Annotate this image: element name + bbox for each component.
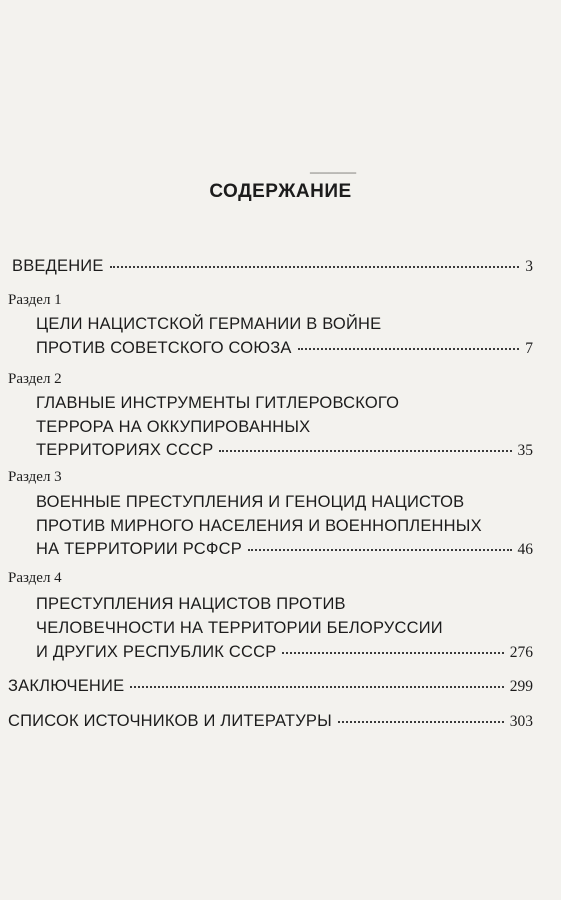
section-title-line: ТЕРРОРА НА ОККУПИРОВАННЫХ — [36, 418, 311, 436]
section-title-line: ВОЕННЫЕ ПРЕСТУПЛЕНИЯ И ГЕНОЦИД НАЦИСТОВ — [36, 493, 465, 511]
toc-entry-text: СПИСОК ИСТОЧНИКОВ И ЛИТЕРАТУРЫ — [8, 712, 332, 730]
toc-entry-section-1 — [36, 339, 533, 358]
toc-entry-section-2 — [36, 441, 533, 460]
section-title-line: ГЛАВНЫЕ ИНСТРУМЕНТЫ ГИТЛЕРОВСКОГО — [36, 394, 400, 412]
toc-entry-section-4 — [36, 643, 533, 662]
section-title-line: ПРОТИВ СОВЕТСКОГО СОЮЗА — [36, 339, 292, 357]
toc-entry-sources — [8, 712, 533, 731]
section-title-line: И ДРУГИХ РЕСПУБЛИК СССР — [36, 643, 277, 661]
section-title-line: НА ТЕРРИТОРИИ РСФСР — [36, 540, 242, 558]
page-title: СОДЕРЖАНИЕ — [209, 181, 352, 202]
section-title-line: ПРОТИВ МИРНОГО НАСЕЛЕНИЯ И ВОЕННОПЛЕННЫХ — [36, 517, 482, 535]
toc-entry-text: ВВЕДЕНИЕ — [12, 257, 104, 275]
toc-entry-conclusion — [8, 677, 533, 696]
section-label: Раздел 2 — [8, 371, 62, 387]
toc-page-number: 3 — [525, 258, 533, 275]
toc-page-number: 276 — [509, 644, 533, 661]
section-title-line: ТЕРРИТОРИЯХ СССР — [36, 441, 214, 459]
dot-leader — [248, 549, 512, 551]
section-label: Раздел 1 — [8, 292, 62, 308]
section-title-line: ПРЕСТУПЛЕНИЯ НАЦИСТОВ ПРОТИВ — [36, 595, 346, 613]
dot-leader — [130, 686, 503, 688]
section-label: Раздел 4 — [8, 570, 62, 586]
toc-page-number: 7 — [525, 340, 533, 357]
section-title-line: ЧЕЛОВЕЧНОСТИ НА ТЕРРИТОРИИ БЕЛОРУССИИ — [36, 619, 443, 637]
toc-entry-text: ЗАКЛЮЧЕНИЕ — [8, 677, 125, 695]
bleed-through-text: ▁▁▁▁▁ — [310, 160, 357, 174]
toc-entry-intro — [12, 257, 533, 276]
toc-page-number: 46 — [517, 541, 533, 558]
dot-leader — [110, 266, 520, 268]
dot-leader — [338, 721, 504, 723]
toc-page-number: 303 — [509, 713, 533, 730]
toc-page-number: 35 — [517, 442, 533, 459]
toc-page-number: 299 — [509, 678, 533, 695]
dot-leader — [298, 348, 520, 350]
dot-leader — [219, 450, 511, 452]
section-title-line: ЦЕЛИ НАЦИСТСКОЙ ГЕРМАНИИ В ВОЙНЕ — [36, 315, 382, 333]
toc-entry-section-3 — [36, 540, 533, 559]
dot-leader — [282, 652, 503, 654]
section-label: Раздел 3 — [8, 469, 62, 485]
